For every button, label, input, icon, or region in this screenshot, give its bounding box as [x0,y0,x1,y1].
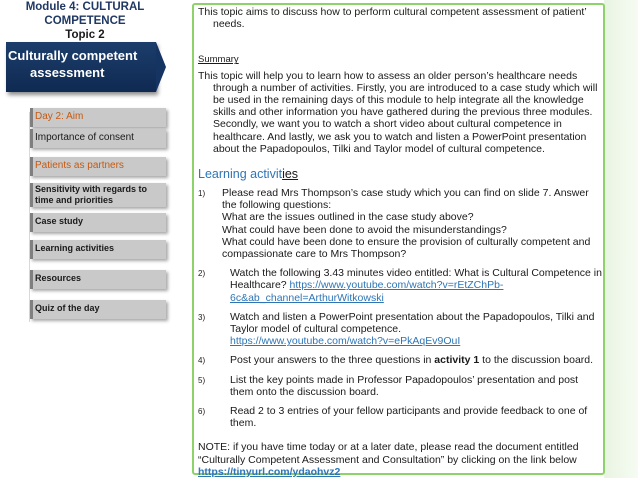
intro-text: This topic aims to discuss how to perform cultural competent assessment of patient’ needs. [198,6,587,31]
activity-number: 4) [198,356,206,366]
activity-text: Please read Mrs Thompson’s case study which you can find on slide 7. Answer the following questions: [222,187,589,212]
learning-activities-heading [198,167,602,182]
sidebar-item-label: Day 2: Aim [35,111,84,122]
summary-text: This topic will help you to learn how to assess an older person’s healthcare needs through a number of activities. Firstly, you are introduced to a case study which will be used in the remaining days of this module to help integrate all the knowledge skills and other information you have gathered during the previous three modules. Secondly, we want you to watch a short video about cultural competence in healthcare. And lastly, we ask you to watch and listen a PowerPoint presentation about the Papadopoulos, Tilki and Taylor model of cultural competence. [198,69,598,155]
nav-accent-bar [30,183,33,207]
nav-accent-bar [30,157,33,176]
nav-accent-bar [30,300,33,319]
list-item [198,267,602,304]
sidebar-item-importance-of-consent[interactable] [30,129,166,148]
banner-line-1: Culturally competent [8,48,138,63]
sidebar-item-label: Quiz of the day [35,303,100,313]
list-item [198,405,602,429]
activities-list [198,187,602,429]
sidebar-item-sensitivity[interactable] [30,183,166,207]
topic-banner [0,40,170,96]
nav-accent-bar [30,240,33,259]
list-item [198,354,602,366]
activity-text: List the key points made in Professor Papadopoulos’ presentation and post them onto the discussion board. [230,373,579,398]
activity-text: Read 2 to 3 entries of your fellow participants and provide feedback to one of them. [230,405,588,430]
learning-heading-main: Learning activit [198,167,283,182]
summary-heading: Summary [198,54,239,66]
activity-number: 2) [198,269,206,279]
sidebar-item-label: Importance of consent [35,132,134,143]
presentation-link[interactable]: https://www.youtube.com/watch?v=ePkAqEv9OuI [230,335,461,348]
learning-heading-tail: ies [282,167,299,182]
banner-line-2: assessment [30,65,105,80]
module-title [0,0,170,42]
sidebar-item-day-2-aim[interactable] [30,108,166,127]
list-item [198,187,602,260]
sidebar-item-quiz-of-the-day[interactable] [30,300,166,319]
activity-number: 3) [198,312,206,322]
nav-accent-bar [30,213,33,232]
activity-number: 1) [198,189,206,199]
sidebar-item-label: Patients as partners [35,160,124,171]
sidebar-item-label: Learning activities [35,243,115,253]
banner-arrow [156,42,166,92]
slide-decoration-strip [604,0,638,478]
nav-accent-bar [30,108,33,127]
sidebar-item-case-study[interactable] [30,213,166,232]
activity-question: What could have been done to avoid the misunderstandings? [222,223,507,236]
sidebar-item-resources[interactable] [30,270,166,289]
activity-question: What are the issues outlined in the case study above? [222,211,474,224]
activity-text: Watch and listen a PowerPoint presentation about the Papadopoulos, Tilki and Taylor model of cultural competence. [230,310,595,336]
activity-bold-ref: activity 1 [434,354,480,367]
document-link[interactable]: https://tinyurl.com/ydaohvz2 [198,465,341,478]
topic-label: Topic 2 [65,29,105,41]
activity-text: Watch the following 3.43 minutes video entitled: What is Cultural Competence in Healthcare? [230,267,602,292]
module-title-text: Module 4: CULTURAL COMPETENCE [25,1,145,27]
activity-text: Post your answers to the three questions in [230,354,435,367]
list-item [198,311,602,348]
sidebar-item-learning-activities[interactable] [30,240,166,259]
sidebar-item-label: Sensitivity with regards to time and priorities [35,184,148,205]
banner-title [8,47,156,81]
content-area [198,6,602,478]
note-paragraph [198,441,602,478]
nav-accent-bar [30,270,33,289]
activity-number: 5) [198,375,206,385]
video-link[interactable]: https://www.youtube.com/watch?v=rEtZChPb-6c&ab_channel=ArthurWitkowski [230,279,504,304]
activity-text-after: to the discussion board. [479,354,594,367]
nav-accent-bar [30,129,33,148]
list-item [198,374,602,398]
sidebar-item-label: Case study [35,216,84,226]
sidebar-item-patients-as-partners[interactable] [30,157,166,176]
sidebar-item-label: Resources [35,273,82,283]
activity-number: 6) [198,407,206,417]
activity-question: What could have been done to ensure the provision of culturally competent and compassionate care to Mrs Thompson? [222,235,591,261]
note-text: NOTE: if you have time today or at a later date, please read the document entitled “Culturally Competent Assessment and Consultation” by clicking on the link below [198,441,579,466]
